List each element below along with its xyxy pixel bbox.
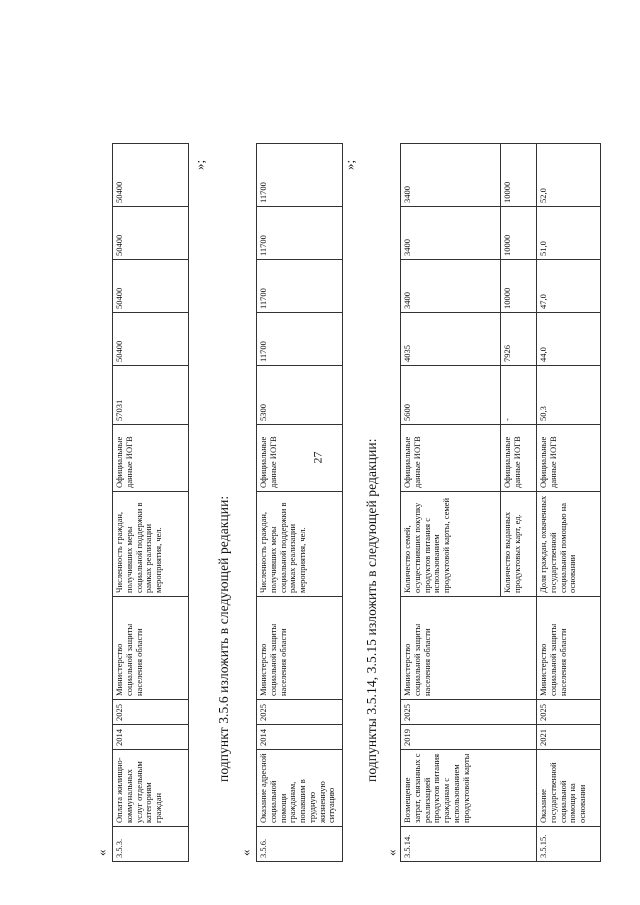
cell-value-4: 10000 — [501, 144, 537, 207]
cell-number: 3.5.14. — [401, 827, 537, 862]
cell-executor: Министерство социальной защиты населения области — [113, 597, 189, 700]
page-number: 27 — [310, 451, 325, 464]
cell-value-4: 11700 — [257, 144, 343, 207]
cell-value-1: 7926 — [501, 313, 537, 366]
cell-executor: Министерство социальной защиты населения области — [537, 597, 601, 700]
cell-base-value: 5600 — [401, 366, 501, 425]
cell-year-end: 2025 — [257, 700, 343, 725]
table-block-3 — [400, 143, 601, 862]
cell-value-4: 50400 — [113, 144, 189, 207]
cell-value-4: 52,0 — [537, 144, 601, 207]
cell-number: 3.5.3. — [113, 827, 189, 862]
cell-year-start: 2014 — [113, 725, 189, 750]
cell-number: 3.5.15. — [537, 827, 601, 862]
cell-indicator: Доля граждан, охваченных государственной социальной помощью на основании — [537, 492, 601, 597]
cell-measure: Возмещение затрат, связанных с реализацией продуктов питания гражданам с использованием продуктовой карты — [401, 750, 537, 827]
cell-value-3: 50400 — [113, 207, 189, 260]
cell-value-2: 50400 — [113, 260, 189, 313]
cell-source: Официальные данные ИОГВ — [113, 425, 189, 492]
rotated-page-content — [90, 102, 610, 862]
cell-value-3: 3400 — [401, 207, 501, 260]
table-row — [401, 144, 501, 862]
cell-value-3: 11700 — [257, 207, 343, 260]
cell-indicator: Численность граждан, получивших меры социальной поддержки в рамках реализации мероприятия, чел. — [113, 492, 189, 597]
cell-year-start: 2014 — [257, 725, 343, 750]
cell-number: 3.5.6. — [257, 827, 343, 862]
cell-source: Официальные данные ИОГВ — [257, 425, 343, 492]
section-heading-1: подпункт 3.5.6 изложить в следующей редакции: — [216, 495, 231, 782]
cell-value-1: 50400 — [113, 313, 189, 366]
cell-base-value: - — [501, 366, 537, 425]
cell-value-2: 47,0 — [537, 260, 601, 313]
cell-year-start: 2021 — [537, 725, 601, 750]
section-heading-2: подпункты 3.5.14, 3.5.15 изложить в следующей редакции: — [364, 438, 379, 782]
cell-year-end: 2025 — [113, 700, 189, 725]
opening-quote: « — [238, 849, 253, 856]
cell-indicator: Количество выданных продуктовых карт, ед. — [501, 492, 537, 597]
cell-value-1: 11700 — [257, 313, 343, 366]
cell-value-3: 10000 — [501, 207, 537, 260]
cell-executor: Министерство социальной защиты населения области — [257, 597, 343, 700]
cell-year-end: 2025 — [401, 700, 537, 725]
cell-measure: Оплата жилищно-коммунальных услуг отдельным категориям граждан — [113, 750, 189, 827]
cell-executor: Министерство социальной защиты населения области — [401, 597, 537, 700]
opening-quote: « — [384, 849, 399, 856]
table-row — [537, 144, 601, 862]
cell-source: Официальные данные ИОГВ — [501, 425, 537, 492]
cell-value-2: 10000 — [501, 260, 537, 313]
closing-quote: »; — [342, 159, 357, 170]
cell-base-value: 57031 — [113, 366, 189, 425]
closing-quote: »; — [192, 159, 207, 170]
cell-value-1: 44,0 — [537, 313, 601, 366]
cell-indicator: Численность граждан, получивших меры социальной поддержки в рамках реализации мероприятия, чел. — [257, 492, 343, 597]
cell-source: Официальные данные ИОГВ — [537, 425, 601, 492]
opening-quote: « — [94, 849, 109, 856]
cell-measure: Оказание адресной социальной помощи гражданам, попавшим в трудную жизненную ситуацию — [257, 750, 343, 827]
cell-value-4: 3400 — [401, 144, 501, 207]
cell-year-start: 2019 — [401, 725, 537, 750]
cell-year-end: 2025 — [537, 700, 601, 725]
cell-value-1: 4035 — [401, 313, 501, 366]
table-block-2 — [256, 143, 343, 862]
cell-value-2: 3400 — [401, 260, 501, 313]
table-row — [257, 144, 343, 862]
table-row — [113, 144, 189, 862]
table-block-1 — [112, 143, 189, 862]
cell-source: Официальные данные ИОГВ — [401, 425, 501, 492]
cell-indicator: Количество семей, осуществивших покупку продуктов питания с использованием продуктовой карты, семей — [401, 492, 501, 597]
cell-measure: Оказание государственной социальной помощи на основании — [537, 750, 601, 827]
cell-base-value: 5300 — [257, 366, 343, 425]
cell-value-2: 11700 — [257, 260, 343, 313]
cell-base-value: 50,3 — [537, 366, 601, 425]
cell-value-3: 51,0 — [537, 207, 601, 260]
